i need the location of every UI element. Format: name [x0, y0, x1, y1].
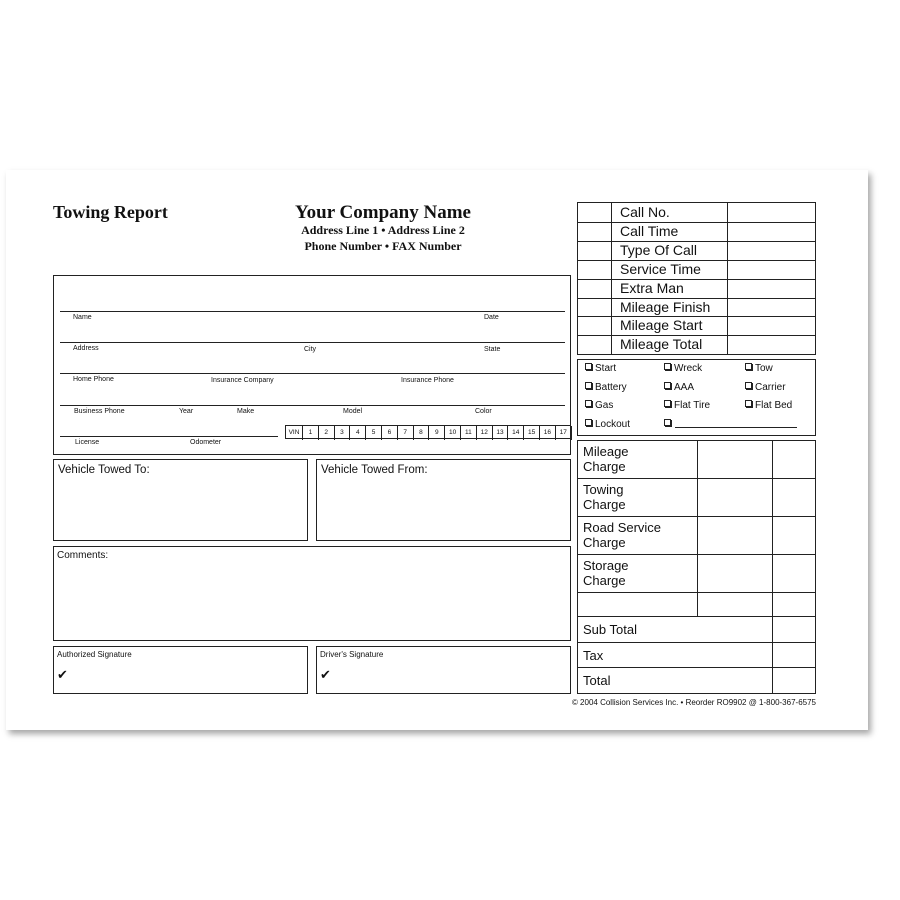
call-table-label: Service Time	[620, 260, 701, 277]
call-table-value-cell[interactable]	[728, 279, 815, 298]
address-label: Address	[73, 345, 99, 352]
checkmark-icon: ✔	[57, 667, 68, 682]
service-checkbox[interactable]	[745, 363, 773, 374]
service-checkbox[interactable]	[585, 382, 627, 393]
checkbox-icon[interactable]	[664, 400, 671, 407]
service-checkbox[interactable]	[585, 419, 630, 430]
vehicle-towed-to-box[interactable]	[53, 459, 308, 541]
vin-digit-box[interactable]: 8	[414, 426, 430, 440]
call-table-label: Mileage Total	[620, 336, 703, 353]
odometer-label: Odometer	[190, 439, 222, 446]
comments-box[interactable]	[53, 546, 571, 641]
vin-digit-box[interactable]: 3	[335, 426, 351, 440]
service-checkbox-label: Flat Bed	[755, 400, 793, 411]
storage-label-line2: Charge	[583, 573, 626, 588]
checkbox-icon[interactable]	[745, 382, 752, 389]
drivers-signature-box[interactable]	[316, 646, 571, 694]
service-checkbox[interactable]	[664, 363, 702, 374]
vehicle-towed-to-label: Vehicle Towed To:	[58, 464, 150, 476]
make-label: Make	[237, 408, 255, 415]
city-label: City	[304, 346, 317, 353]
service-checkbox-label: Flat Tire	[674, 400, 711, 411]
call-table-value-cell[interactable]	[728, 241, 815, 260]
storage-charge-label	[583, 558, 629, 588]
call-table-value-cell[interactable]	[728, 222, 815, 241]
storage-label-line1: Storage	[583, 558, 629, 573]
call-table-label: Mileage Start	[620, 317, 703, 334]
service-checkbox-label: Tow	[755, 363, 773, 374]
copyright-footer: © 2004 Collision Services Inc. • Reorder RO9902 @ 1-800-367-6575	[571, 698, 816, 707]
call-table-label: Type Of Call	[620, 241, 698, 258]
name-field[interactable]	[60, 294, 560, 310]
authorized-signature-label: Authorized Signature	[57, 650, 132, 659]
service-checkbox[interactable]	[585, 400, 613, 411]
call-table-value-cell[interactable]	[728, 298, 815, 317]
insurance-company-label: Insurance Company	[211, 377, 274, 384]
name-label: Name	[73, 314, 92, 321]
mileage-charge-label	[583, 444, 629, 474]
vin-digit-box[interactable]: 6	[382, 426, 398, 440]
vin-digit-box[interactable]: 9	[429, 426, 445, 440]
vin-digit-box[interactable]: 2	[319, 426, 335, 440]
service-checkbox[interactable]	[664, 419, 674, 430]
call-info-table	[577, 202, 816, 355]
mileage-label-line2: Charge	[583, 459, 626, 474]
service-checkbox-label: Lockout	[595, 418, 631, 430]
service-checkbox-label: Start	[595, 363, 617, 374]
home-phone-label: Home Phone	[73, 376, 114, 383]
service-type-box	[577, 359, 816, 436]
road-service-charge-label	[583, 520, 661, 550]
insurance-phone-label: Insurance Phone	[401, 377, 454, 384]
call-table-label: Mileage Finish	[620, 298, 711, 315]
total-label: Total	[583, 673, 611, 688]
date-label: Date	[484, 314, 499, 321]
vin-digit-box[interactable]: 1	[303, 426, 319, 440]
state-label: State	[484, 346, 501, 353]
customer-info-box	[53, 275, 571, 455]
towing-charge-label	[583, 482, 626, 512]
checkbox-icon[interactable]	[585, 382, 592, 389]
checkbox-icon[interactable]	[745, 400, 752, 407]
checkmark-icon: ✔	[320, 667, 331, 682]
vin-digit-box[interactable]: 13	[493, 426, 509, 440]
service-checkbox[interactable]	[664, 400, 710, 411]
service-checkbox-label: AAA	[674, 381, 695, 393]
checkbox-icon[interactable]	[745, 363, 752, 370]
call-table-value-cell[interactable]	[728, 316, 815, 335]
vin-digit-box[interactable]: 17	[556, 426, 572, 440]
charges-table	[577, 440, 816, 694]
vin-digit-box[interactable]: 16	[540, 426, 556, 440]
tax-label: Tax	[583, 648, 604, 663]
service-checkbox-label: Battery	[595, 381, 627, 393]
business-phone-label: Business Phone	[74, 408, 125, 415]
towing-report-form	[6, 170, 868, 730]
service-checkbox[interactable]	[585, 363, 616, 374]
company-name: Your Company Name	[295, 202, 471, 223]
checkbox-icon[interactable]	[664, 382, 671, 389]
drivers-signature-label: Driver's Signature	[320, 650, 384, 659]
vin-digit-box[interactable]: 10	[445, 426, 461, 440]
road-service-label-line2: Charge	[583, 535, 626, 550]
service-checkbox-label: Carrier	[755, 381, 786, 393]
call-table-value-cell[interactable]	[728, 335, 815, 354]
company-address: Address Line 1 • Address Line 2	[301, 223, 465, 237]
vin-digit-box[interactable]: 7	[398, 426, 414, 440]
vin-label: VIN	[286, 426, 303, 440]
service-checkbox[interactable]	[745, 400, 792, 411]
color-label: Color	[475, 408, 492, 415]
vin-digit-box[interactable]: 15	[524, 426, 540, 440]
model-label: Model	[343, 408, 363, 415]
vin-digit-box[interactable]: 4	[350, 426, 366, 440]
form-title: Towing Report	[53, 202, 168, 222]
road-service-label-line1: Road Service	[583, 520, 662, 535]
comments-label: Comments:	[57, 550, 109, 561]
checkbox-icon[interactable]	[585, 363, 592, 370]
vin-digit-box[interactable]: 14	[508, 426, 524, 440]
service-checkbox-label: Gas	[595, 400, 614, 411]
company-phone-fax: Phone Number • FAX Number	[304, 239, 462, 253]
checkbox-icon[interactable]	[585, 400, 592, 407]
service-checkbox-label: Wreck	[674, 363, 703, 374]
vin-digit-box[interactable]: 11	[461, 426, 477, 440]
vehicle-towed-from-box[interactable]	[316, 459, 571, 541]
checkbox-icon[interactable]	[585, 419, 592, 426]
call-table-label: Extra Man	[620, 279, 684, 296]
service-checkbox[interactable]	[745, 382, 786, 393]
vin-digit-box[interactable]: 5	[366, 426, 382, 440]
call-table-label: Call No.	[620, 204, 670, 220]
call-table-value-cell[interactable]	[728, 260, 815, 279]
checkbox-icon[interactable]	[664, 363, 671, 370]
towing-label-line2: Charge	[583, 497, 626, 512]
sub-total-label: Sub Total	[583, 622, 637, 637]
license-label: License	[75, 439, 100, 446]
vin-digit-box[interactable]: 12	[477, 426, 493, 440]
mileage-label-line1: Mileage	[583, 444, 629, 459]
service-checkbox[interactable]	[664, 382, 694, 393]
year-label: Year	[179, 408, 194, 415]
authorized-signature-box[interactable]	[53, 646, 308, 694]
call-table-label: Call Time	[620, 222, 679, 239]
vin-boxes[interactable]	[285, 425, 570, 439]
checkbox-icon[interactable]	[664, 419, 671, 426]
call-table-value-cell[interactable]	[728, 203, 815, 222]
towing-label-line1: Towing	[583, 482, 624, 497]
vehicle-towed-from-label: Vehicle Towed From:	[321, 464, 428, 476]
